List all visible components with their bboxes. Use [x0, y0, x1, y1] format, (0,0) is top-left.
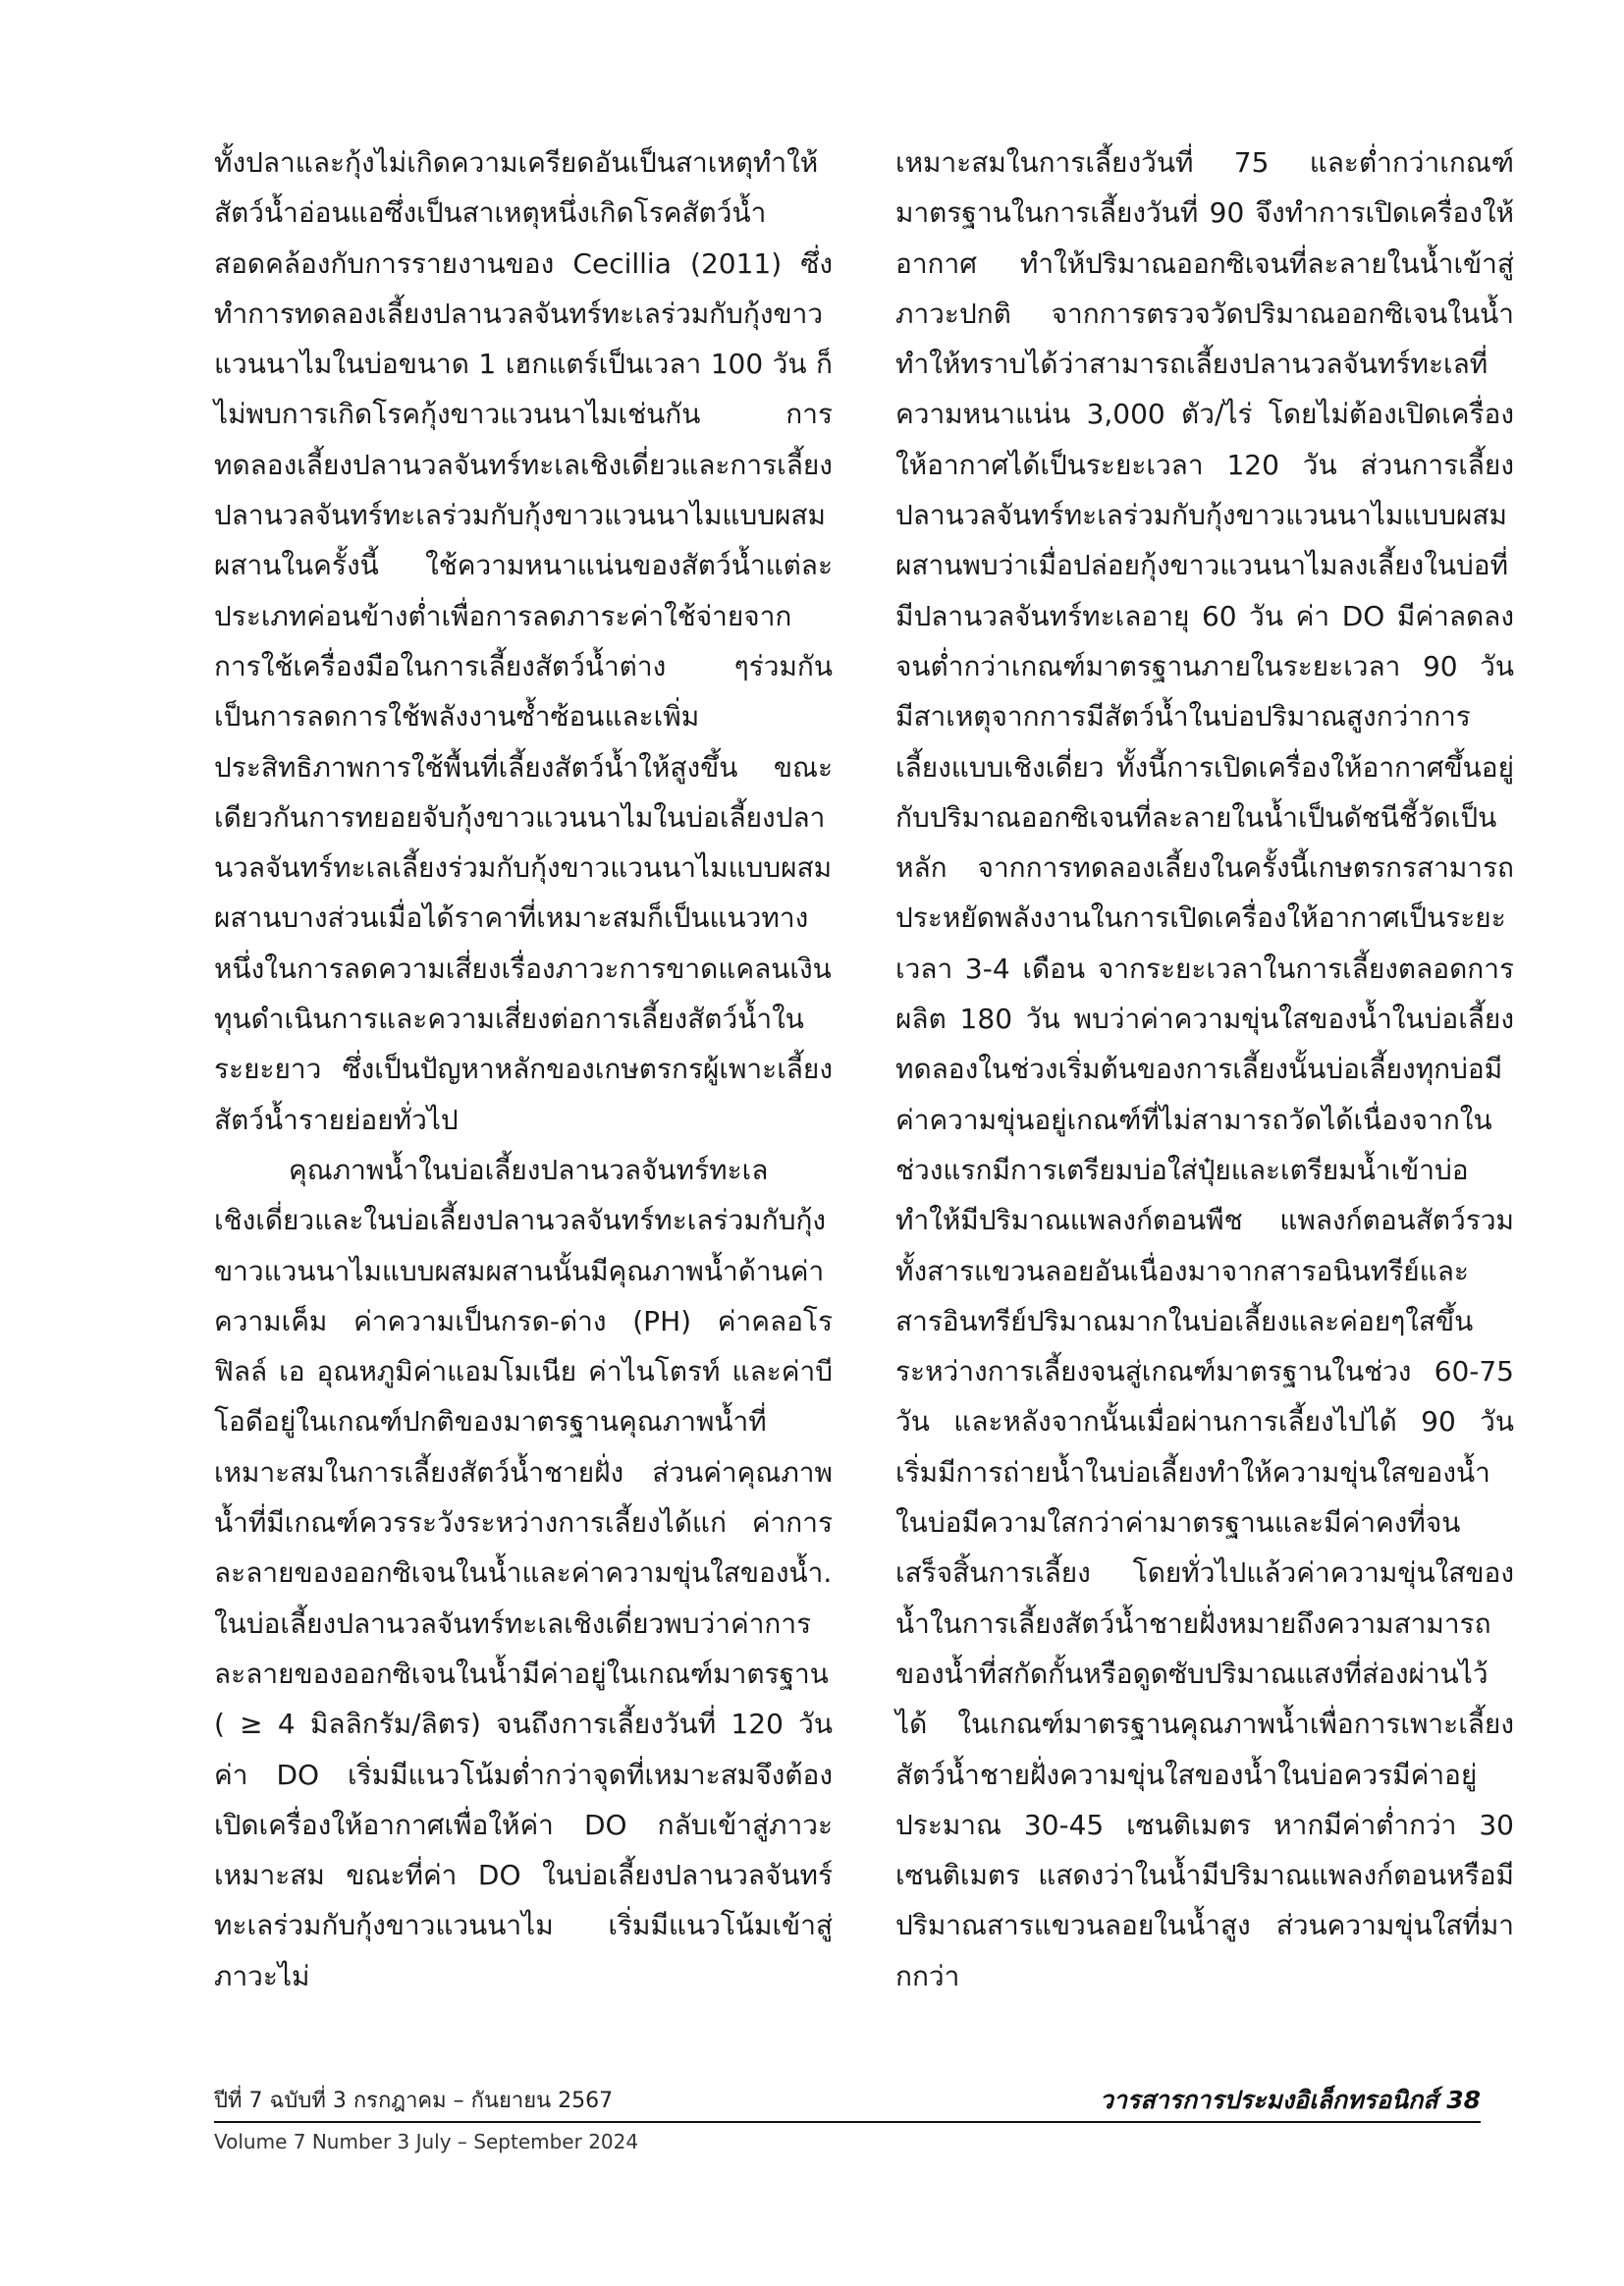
left-column	[214, 137, 833, 2001]
left-paragraph-2: คุณภาพน้ำในบ่อเลี้ยงปลานวลจันทร์ทะเลเชิงเดี่ยวและในบ่อเลี้ยงปลานวลจันทร์ทะเลร่วมกับกุ้งขาวแวนนาไมแบบผสมผสานนั้นมีคุณภาพน้ำด้านค่าความเค็ม ค่าความเป็นกรด-ด่าง (PH) ค่าคลอโรฟิลล์ เอ อุณหภูมิค่าแอมโมเนีย ค่าไนโตรท์ และค่าบีโอดีอยู่ในเกณฑ์ปกติของมาตรฐานคุณภาพน้ำที่เหมาะสมในการเลี้ยงสัตว์น้ำชายฝั่ง ส่วนค่าคุณภาพน้ำที่มีเกณฑ์ควรระวังระหว่างการเลี้ยงได้แก่ ค่าการละลายของออกซิเจนในน้ำและค่าความขุ่นใสของน้ำ. ในบ่อเลี้ยงปลานวลจันทร์ทะเลเชิงเดี่ยวพบว่าค่าการละลายของออกซิเจนในน้ำมีค่าอยู่ในเกณฑ์มาตรฐาน ( ≥ 4 มิลลิกรัม/ลิตร) จนถึงการเลี้ยงวันที่ 120 วัน ค่า DO เริ่มมีแนวโน้มต่ำกว่าจุดที่เหมาะสมจึงต้องเปิดเครื่องให้อากาศเพื่อให้ค่า DO กลับเข้าสู่ภาวะเหมาะสม ขณะที่ค่า DO ในบ่อเลี้ยงปลานวลจันทร์ทะเลร่วมกับกุ้งขาวแวนนาไม เริ่มมีแนวโน้มเข้าสู่ภาวะไม่	[214, 1153, 833, 1992]
footer-issue-thai: ปีที่ 7 ฉบับที่ 3 กรกฎาคม – กันยายน 2567	[214, 2089, 614, 2113]
journal-name: วารสารการประมงอิเล็กทรอนิกส์	[1099, 2086, 1438, 2114]
footer-journal	[1100, 2084, 1481, 2117]
right-paragraph-1: เหมาะสมในการเลี้ยงวันที่ 75 และต่ำกว่าเกณฑ์มาตรฐานในการเลี้ยงวันที่ 90 จึงทำการเปิดเครื่องให้อากาศ ทำให้ปริมาณออกซิเจนที่ละลายในน้ำเข้าสู่ภาวะปกติ จากการตรวจวัดปริมาณออกซิเจนในน้ำทำให้ทราบได้ว่าสามารถเลี้ยงปลานวลจันทร์ทะเลที่ความหนาแน่น 3,000 ตัว/ไร่ โดยไม่ต้องเปิดเครื่องให้อากาศได้เป็นระยะเวลา 120 วัน ส่วนการเลี้ยงปลานวลจันทร์ทะเลร่วมกับกุ้งขาวแวนนาไมแบบผสมผสานพบว่าเมื่อปล่อยกุ้งขาวแวนนาไมลงเลี้ยงในบ่อที่มีปลานวลจันทร์ทะเลอายุ 60 วัน ค่า DO มีค่าลดลงจนต่ำกว่าเกณฑ์มาตรฐานภายในระยะเวลา 90 วัน มีสาเหตุจากการมีสัตว์น้ำในบ่อปริมาณสูงกว่าการเลี้ยงแบบเชิงเดี่ยว ทั้งนี้การเปิดเครื่องให้อากาศขึ้นอยู่กับปริมาณออกซิเจนที่ละลายในน้ำเป็นดัชนีชี้วัดเป็นหลัก จากการทดลองเลี้ยงในครั้งนี้เกษตรกรสามารถประหยัดพลังงานในการเปิดเครื่องให้อากาศเป็นระยะเวลา 3-4 เดือน จากระยะเวลาในการเลี้ยงตลอดการผลิต 180 วัน พบว่าค่าความขุ่นใสของน้ำในบ่อเลี้ยงทดลองในช่วงเริ่มต้นของการเลี้ยงนั้นบ่อเลี้ยงทุกบ่อมีค่าความขุ่นอยู่เกณฑ์ที่ไม่สามารถวัดได้เนื่องจากในช่วงแรกมีการเตรียมบ่อใส่ปุ๋ยและเตรียมน้ำเข้าบ่อ ทำให้มีปริมาณแพลงก์ตอนพืช แพลงก์ตอนสัตว์รวมทั้งสารแขวนลอยอันเนื่องมาจากสารอนินทรีย์และสารอินทรีย์ปริมาณมากในบ่อเลี้ยงและค่อยๆใสขึ้นระหว่างการเลี้ยงจนสู่เกณฑ์มาตรฐานในช่วง 60-75 วัน และหลังจากนั้นเมื่อผ่านการเลี้ยงไปได้ 90 วัน เริ่มมีการถ่ายน้ำในบ่อเลี้ยงทำให้ความขุ่นใสของน้ำในบ่อมีความใสกว่าค่ามาตรฐานและมีค่าคงที่จนเสร็จสิ้นการเลี้ยง โดยทั่วไปแล้วค่าความขุ่นใสของน้ำในการเลี้ยงสัตว์น้ำชายฝั่งหมายถึงความสามารถของน้ำที่สกัดกั้นหรือดูดซับปริมาณแสงที่ส่องผ่านไว้ได้ ในเกณฑ์มาตรฐานคุณภาพน้ำเพื่อการเพาะเลี้ยงสัตว์น้ำชายฝั่งความขุ่นใสของน้ำในบ่อควรมีค่าอยู่ประมาณ 30-45 เซนติเมตร หากมีค่าต่ำกว่า 30 เซนติเมตร แสดงว่าในน้ำมีปริมาณแพลงก์ตอนหรือมีปริมาณสารแขวนลอยในน้ำสูง ส่วนความขุ่นใสที่มากกว่า	[895, 146, 1514, 1992]
footer-divider	[214, 2121, 1481, 2123]
page-number: 38	[1446, 2086, 1481, 2114]
left-paragraph-1: ทั้งปลาและกุ้งไม่เกิดความเครียดอันเป็นสาเหตุทำให้สัตว์น้ำอ่อนแอซึ่งเป็นสาเหตุหนึ่งเกิดโรคสัตว์น้ำ สอดคล้องกับการรายงานของ Cecillia (2011) ซึ่งทำการทดลองเลี้ยงปลานวลจันทร์ทะเลร่วมกับกุ้งขาวแวนนาไมในบ่อขนาด 1 เฮกแตร์เป็นเวลา 100 วัน ก็ไม่พบการเกิดโรคกุ้งขาวแวนนาไมเช่นกัน การทดลองเลี้ยงปลานวลจันทร์ทะเลเชิงเดี่ยวและการเลี้ยงปลานวลจันทร์ทะเลร่วมกับกุ้งขาวแวนนาไมแบบผสมผสานในครั้งนี้ ใช้ความหนาแน่นของสัตว์น้ำแต่ละประเภทค่อนข้างต่ำเพื่อการลดภาระค่าใช้จ่ายจากการใช้เครื่องมือในการเลี้ยงสัตว์น้ำต่าง ๆร่วมกัน เป็นการลดการใช้พลังงานซ้ำซ้อนและเพิ่มประสิทธิภาพการใช้พื้นที่เลี้ยงสัตว์น้ำให้สูงขึ้น ขณะเดียวกันการทยอยจับกุ้งขาวแวนนาไมในบ่อเลี้ยงปลานวลจันทร์ทะเลเลี้ยงร่วมกับกุ้งขาวแวนนาไมแบบผสมผสานบางส่วนเมื่อได้ราคาที่เหมาะสมก็เป็นแนวทางหนึ่งในการลดความเสี่ยงเรื่องภาวะการขาดแคลนเงินทุนดำเนินการและความเสี่ยงต่อการเลี้ยงสัตว์น้ำในระยะยาว ซึ่งเป็นปัญหาหลักของเกษตรกรผู้เพาะเลี้ยงสัตว์น้ำรายย่อยทั่วไป	[214, 146, 833, 1136]
footer-issue-english: Volume 7 Number 3 July – September 2024	[214, 2130, 639, 2153]
right-column	[895, 137, 1514, 2001]
